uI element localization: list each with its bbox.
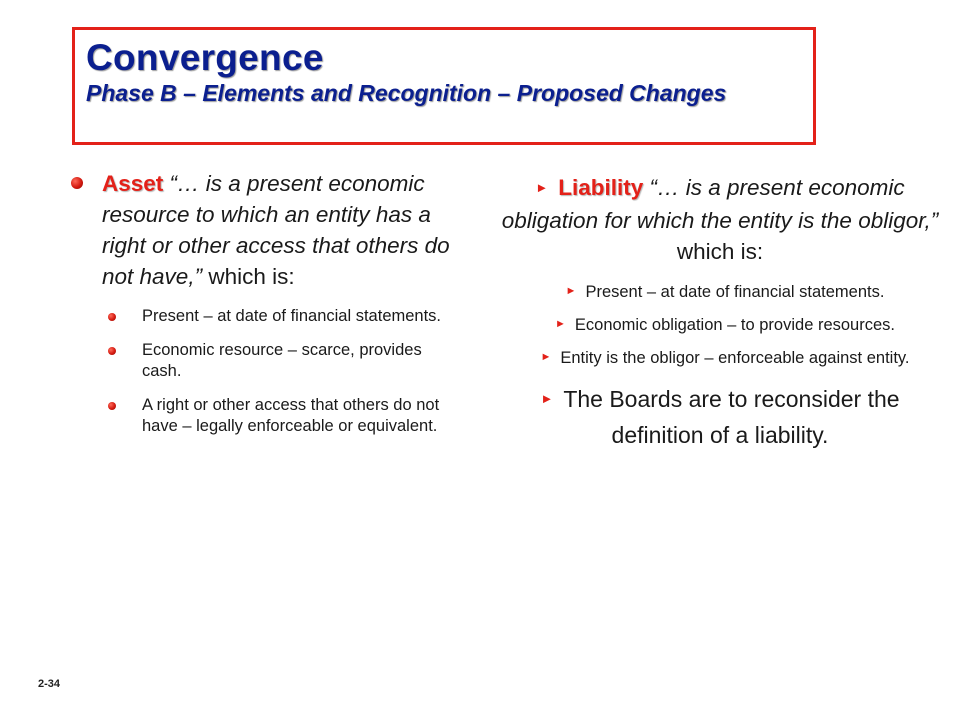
asset-definition (68, 168, 458, 292)
asset-tail: which is: (202, 264, 295, 289)
liability-criterion-text: Economic obligation – to provide resources. (574, 315, 895, 334)
liability-criterion-text: Entity is the obligor – enforceable against entity. (560, 348, 910, 367)
asset-criterion (108, 306, 458, 327)
asset-term: Asset (102, 171, 164, 196)
asset-criterion-text: Economic resource – scarce, provides cash. (142, 341, 422, 380)
liability-tail: which is: (676, 238, 764, 264)
asset-criterion (108, 340, 458, 382)
liability-criterion-text: Present – at date of financial statements. (585, 282, 885, 301)
slide-number: 2-34 (38, 678, 61, 690)
liability-criterion (500, 281, 940, 304)
red-dot-bullet-icon (108, 402, 116, 410)
red-triangle-bullet-icon: ► (540, 391, 554, 407)
asset-criteria-list (68, 306, 458, 437)
asset-criterion (108, 395, 458, 437)
liability-quote: “… is a present economic obligation for which the entity is the obligor,” (501, 175, 939, 233)
red-dot-bullet-icon (108, 313, 116, 321)
asset-column (68, 168, 458, 450)
liability-definition (500, 172, 940, 267)
red-triangle-bullet-icon: ► (535, 179, 549, 195)
asset-quote: “… is a present economic resource to which an entity has a right or other access that others do not have,” (102, 171, 450, 289)
red-triangle-bullet-icon: ► (540, 350, 552, 363)
slide-title: Convergence (86, 37, 324, 78)
liability-term: Liability (558, 175, 644, 200)
liability-column (500, 172, 940, 453)
title-box (72, 27, 816, 145)
asset-criterion-text: Present – at date of financial statements. (142, 307, 442, 325)
liability-criterion (500, 347, 940, 370)
boards-reconsider-text: The Boards are to reconsider the definition of a liability. (563, 385, 900, 449)
asset-criterion-text: A right or other access that others do not have – legally enforceable or equivalent. (142, 396, 440, 435)
red-dot-bullet-icon (108, 347, 116, 355)
red-triangle-bullet-icon: ► (555, 317, 566, 330)
slide-subtitle: Phase B – Elements and Recognition – Proposed Changes (86, 80, 727, 106)
red-dot-bullet-icon (71, 177, 83, 189)
red-triangle-bullet-icon: ► (565, 284, 577, 297)
liability-criterion (500, 314, 940, 337)
boards-reconsider-note (500, 382, 940, 453)
